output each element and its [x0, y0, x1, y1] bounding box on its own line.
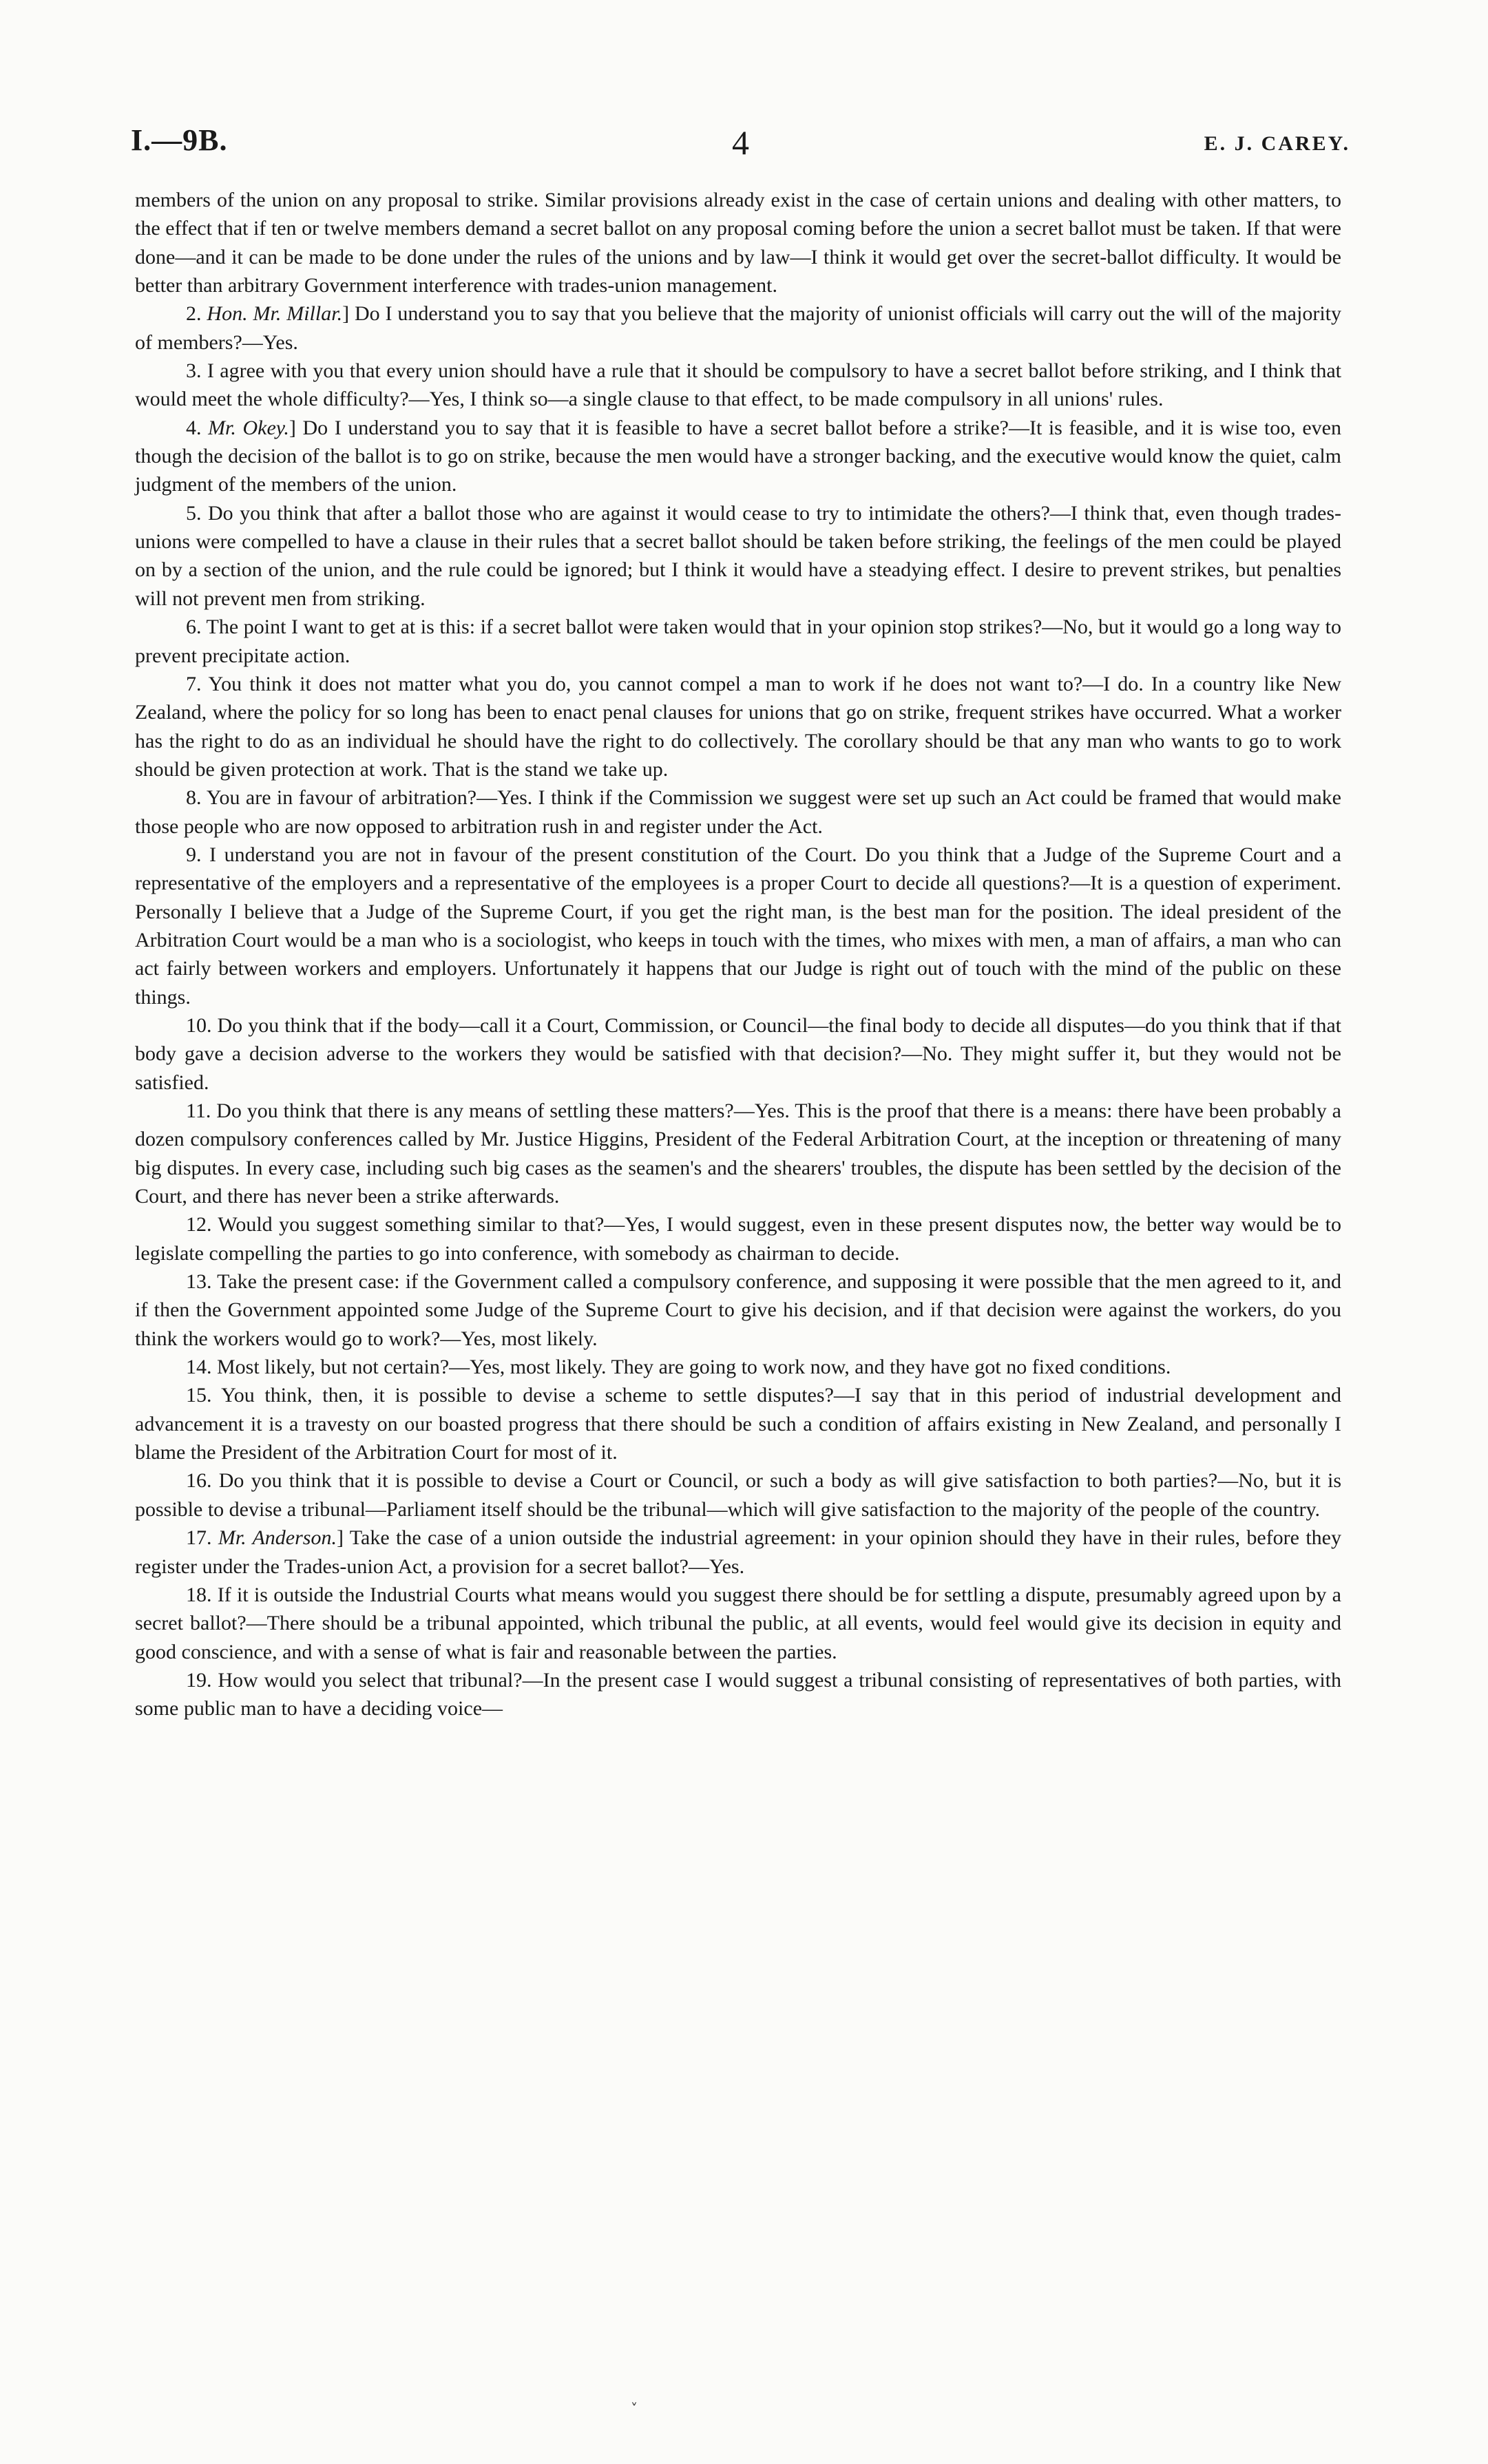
question-8: 8. You are in favour of arbitration?—Yes. I think if the Commission we suggest were set up such an Act could be framed that would make those people who are now opposed to arbitration rush in and register under the Act.: [135, 786, 1341, 838]
page-number: 4: [732, 123, 749, 162]
question-17: 17. Mr. Anderson.] Take the case of a union outside the industrial agreement: in your opinion should they have in their rules, before they register under the Trades-union Act, a provision for a secret ballot?—Yes.: [135, 1526, 1341, 1578]
question-19: 19. How would you select that tribunal?—In the present case I would suggest a tribunal consisting of representatives of both parties, with some public man to have a deciding voice—: [135, 1668, 1341, 1720]
document-body: [135, 186, 1341, 1723]
print-speck: ˅: [631, 2400, 638, 2416]
question-16: 16. Do you think that it is possible to devise a Court or Council, or such a body as will give satisfaction to both parties?—No, but it is possible to devise a tribunal—Parliament itself should be the tribunal—which will give satisfaction to the majority of the people of the country.: [135, 1469, 1342, 1521]
question-6: 6. The point I want to get at is this: if a secret ballot were taken would that in your opinion stop strikes?—No, but it would go a long way to prevent precipitate action.: [135, 615, 1341, 667]
question-13: 13. Take the present case: if the Government called a compulsory conference, and supposing it were possible that the men agreed to it, and if then the Government appointed some Judge of the Supreme Court to give his decision, and if that decision were against the workers, do you think the workers would go to work?—Yes, most likely.: [135, 1270, 1341, 1350]
question-3: 3. I agree with you that every union should have a rule that it should be compulsory to have a secret ballot before striking, and I think that would meet the whole difficulty?—Yes, I think so—a single clause to that effect, to be made compulsory in all unions' rules.: [135, 359, 1341, 411]
paragraph-continuation: members of the union on any proposal to strike. Similar provisions already exist in the case of certain unions and dealing with other matters, to the effect that if ten or twelve members demand a secret ballot on any proposal coming before the union a secret ballot must be taken. If that were done—and it can be made to be done under the rules of the unions and by law—I think it would get over the secret-ballot difficulty. It would be better than arbitrary Government interference with trades-union management.: [135, 189, 1341, 297]
witness-name: E. J. CAREY.: [1204, 132, 1350, 155]
page-header: [131, 123, 1350, 164]
speaker-name: Mr. Anderson.: [218, 1526, 337, 1550]
speaker-name: Mr. Okey.: [208, 416, 289, 439]
question-15: 15. You think, then, it is possible to devise a scheme to settle disputes?—I say that in this period of industrial development and advancement it is a travesty on our boasted progress that there should be such a condition of affairs existing in New Zealand, and personally I blame the President of the Arbitration Court for most of it.: [135, 1384, 1341, 1464]
question-4: 4. Mr. Okey.] Do I understand you to say that it is feasible to have a secret ballot before a strike?—It is feasible, and it is wise too, even though the decision of the ballot is to go on strike, because the men would have a stronger backing, and the executive would know the quiet, calm judgment of the members of the union.: [135, 416, 1342, 496]
question-12: 12. Would you suggest something similar to that?—Yes, I would suggest, even in these present disputes now, the better way would be to legislate compelling the parties to go into conference, with somebody as chairman to decide.: [135, 1213, 1341, 1265]
document-reference: I.—9B.: [131, 123, 228, 157]
question-9: 9. I understand you are not in favour of the present constitution of the Court. Do you think that a Judge of the Supreme Court and a representative of the employers and a representative of the employees is a proper Court to decide all questions?—It is a question of experiment. Personally I believe that a Judge of the Supreme Court, if you get the right man, is the best man for the position. The ideal president of the Arbitration Court would be a man who is a sociologist, who keeps in touch with the times, who mixes with men, a man of affairs, a man who can act fairly between workers and employers. Unfortunately it happens that our Judge is right out of touch with the mind of the public on these things.: [135, 843, 1342, 1009]
question-11: 11. Do you think that there is any means of settling these matters?—Yes. This is the proof that there is a means: there have been probably a dozen compulsory conferences called by Mr. Justice Higgins, President of the Federal Arbitration Court, at the inception or threatening of many big disputes. In every case, including such big cases as the seamen's and the shearers' troubles, the dispute has been settled by the decision of the Court, and there has never been a strike afterwards.: [135, 1099, 1341, 1208]
question-2: 2. Hon. Mr. Millar.] Do I understand you to say that you believe that the majority of unionist officials will carry out the will of the majority of members?—Yes.: [135, 302, 1341, 354]
question-18: 18. If it is outside the Industrial Courts what means would you suggest there should be for settling a dispute, presumably agreed upon by a secret ballot?—There should be a tribunal appointed, which tribunal the public, at all events, would feel would give its decision in equity and good conscience, and with a sense of what is fair and reasonable between the parties.: [135, 1583, 1341, 1663]
question-7: 7. You think it does not matter what you do, you cannot compel a man to work if he does not want to?—I do. In a country like New Zealand, where the policy for so long has been to enact penal clauses for unions that go on strike, frequent strikes have occurred. What a worker has the right to do as an individual he should have the right to do collectively. The corollary should be that any man who wants to go to work should be given protection at work. That is the stand we take up.: [135, 672, 1341, 781]
question-10: 10. Do you think that if the body—call it a Court, Commission, or Council—the final body to decide all disputes—do you think that if that body gave a decision adverse to the workers they would be satisfied with that decision?—No. They might suffer it, but they would not be satisfied.: [135, 1013, 1341, 1094]
question-5: 5. Do you think that after a ballot those who are against it would cease to try to intimidate the others?—I think that, even though trades-unions were compelled to have a clause in their rules that a secret ballot should be taken before striking, the feelings of the men could be played on by a section of the union, and the rule could be ignored; but I think it would have a steadying effect. I desire to prevent strikes, but penalties will not prevent men from striking.: [135, 501, 1342, 610]
speaker-name: Hon. Mr. Millar.: [207, 302, 343, 326]
question-14: 14. Most likely, but not certain?—Yes, most likely. They are going to work now, and they have got no fixed conditions.: [186, 1356, 1171, 1379]
